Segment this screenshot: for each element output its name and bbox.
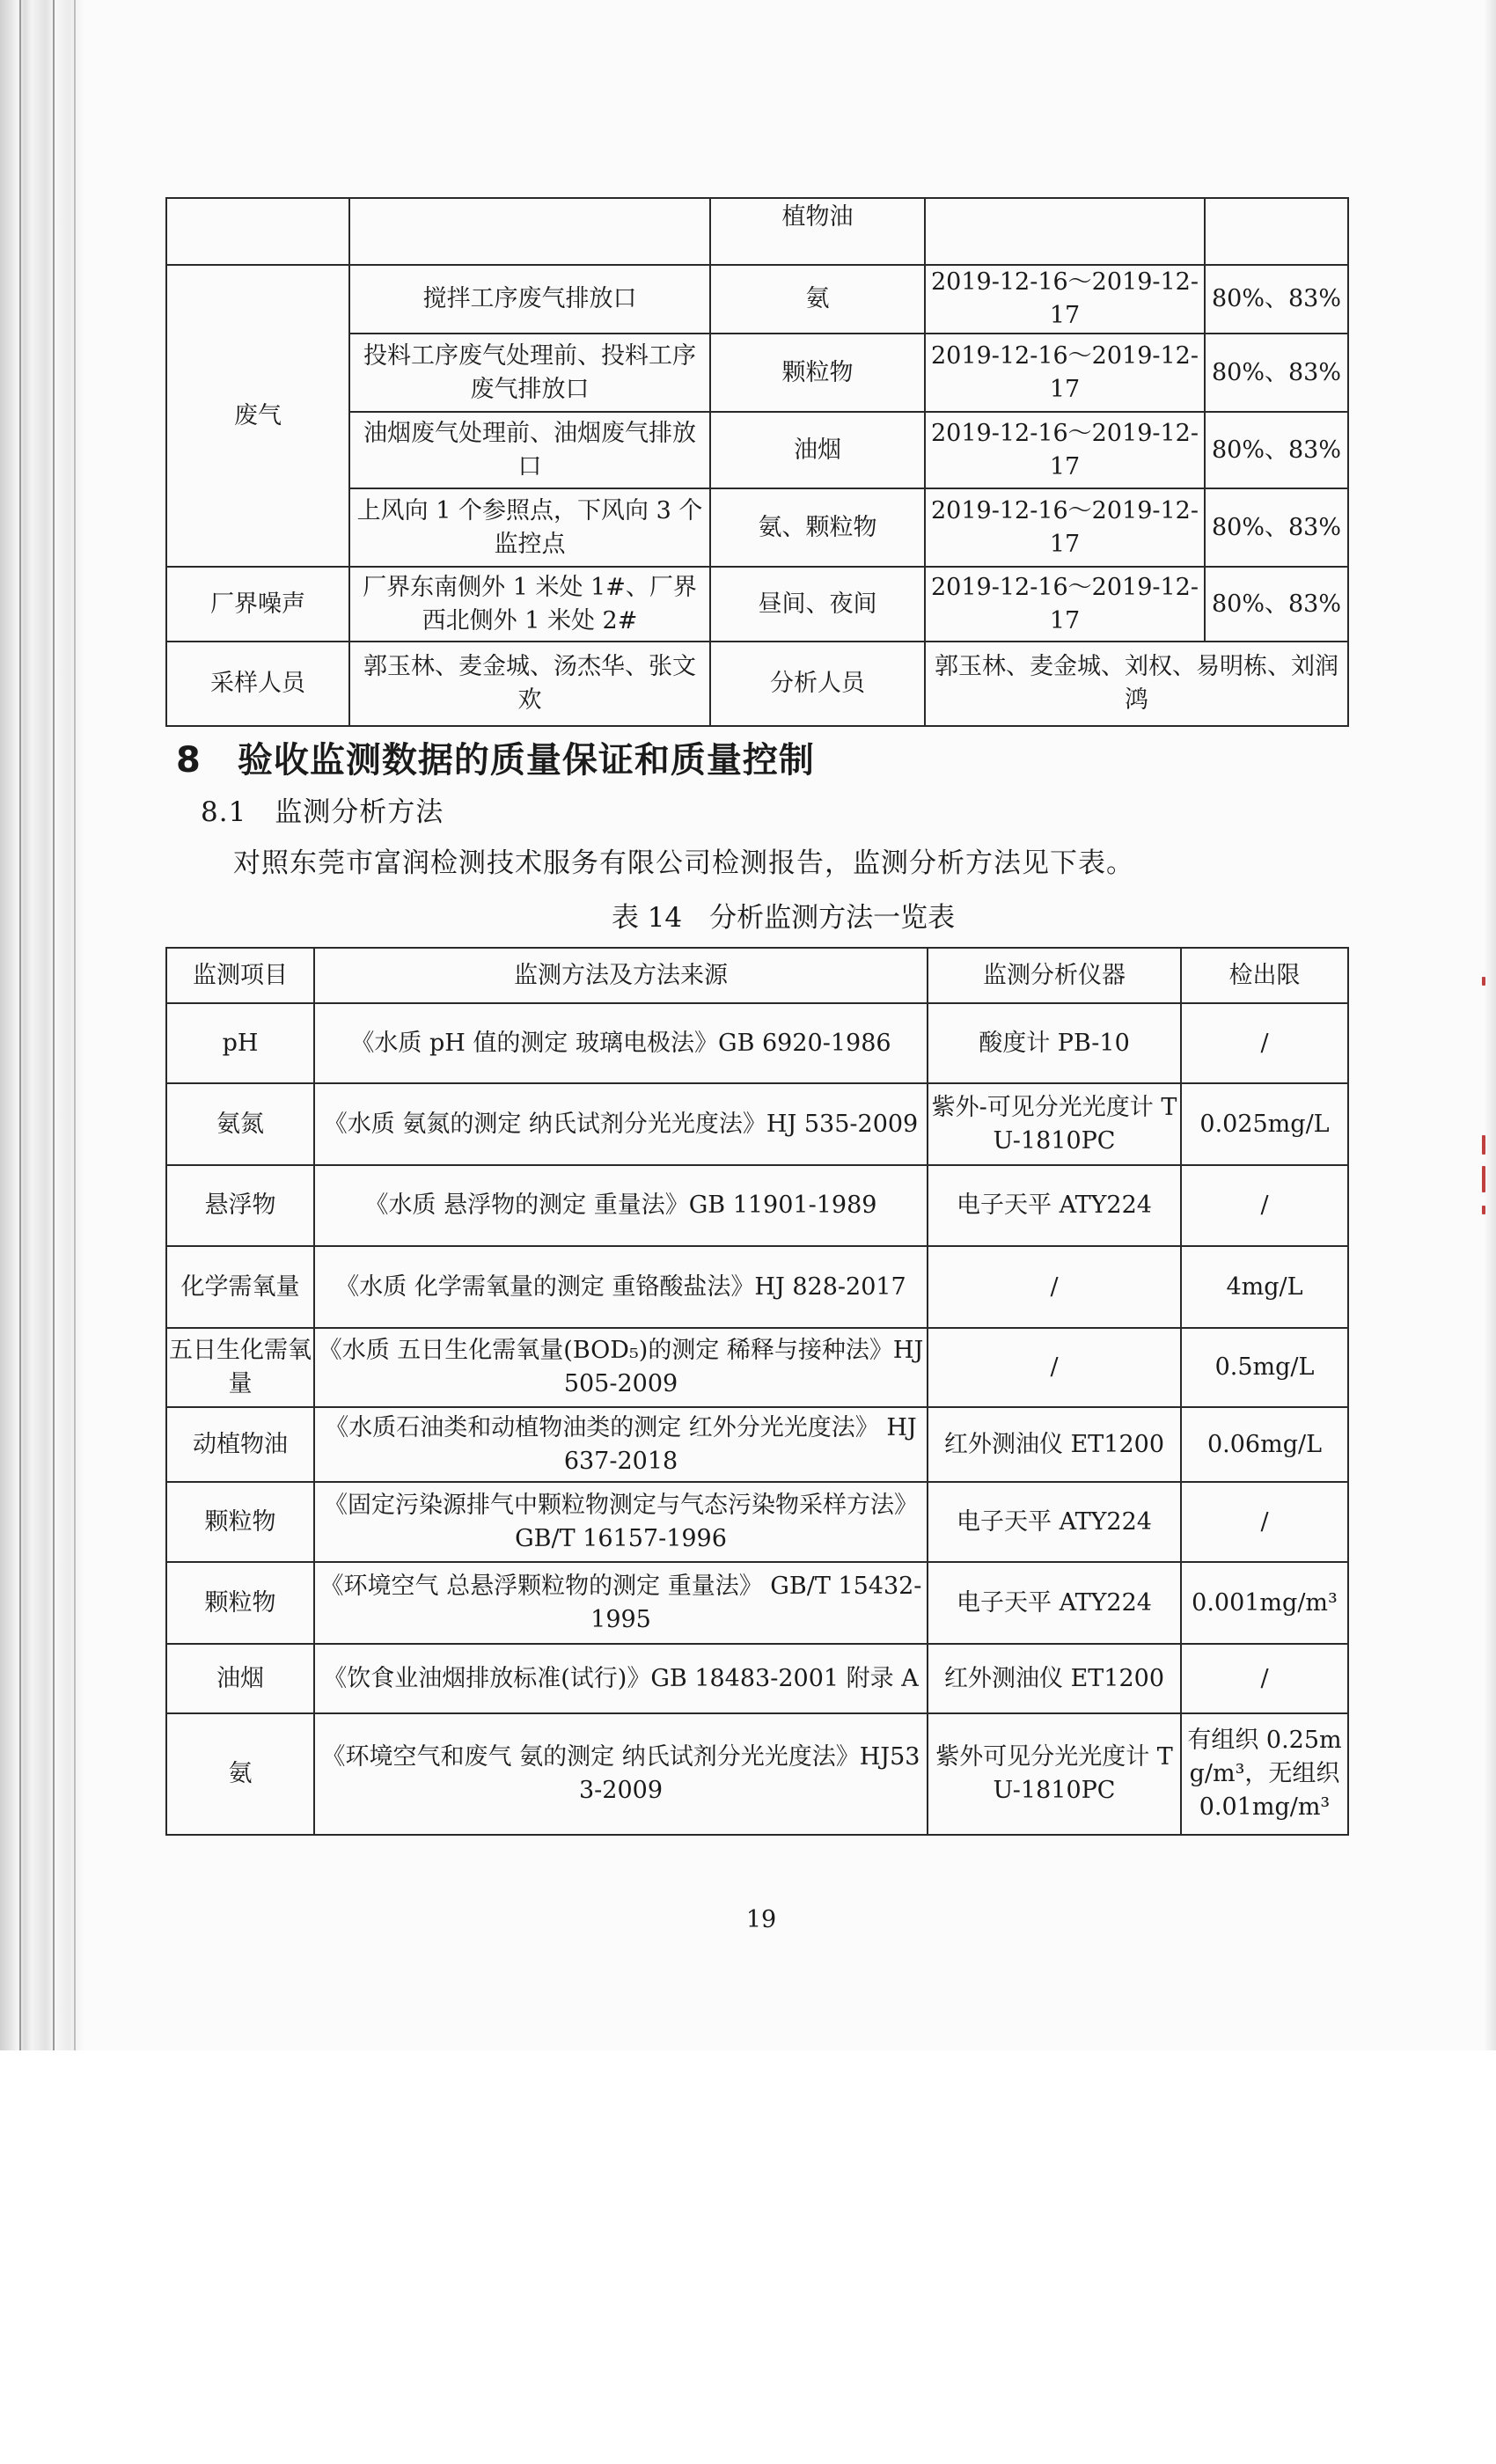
table-cell [166, 198, 349, 265]
analysts-cell: 郭玉林、麦金城、刘权、易明栋、刘润鸿 [925, 642, 1348, 726]
column-header: 监测项目 [166, 948, 314, 1003]
red-mark [1482, 1206, 1485, 1214]
limit-cell: / [1181, 1165, 1348, 1246]
instrument-cell: 电子天平 ATY224 [928, 1165, 1181, 1246]
factor-cell: 油烟 [710, 412, 925, 488]
analyst-label-cell: 分析人员 [710, 642, 925, 726]
method-cell: 《固定污染源排气中颗粒物测定与气态污染物采样方法》GB/T 16157-1996 [314, 1482, 928, 1562]
table-row [166, 1562, 1348, 1644]
limit-cell: 0.06mg/L [1181, 1407, 1348, 1482]
date-cell: 2019-12-16～2019-12-17 [925, 334, 1205, 412]
item-cell: 化学需氧量 [166, 1246, 314, 1328]
limit-cell: / [1181, 1482, 1348, 1562]
load-cell: 80%、83% [1205, 265, 1348, 334]
category-cell: 厂界噪声 [166, 567, 349, 642]
table-row [166, 1083, 1348, 1165]
table-row [166, 1246, 1348, 1328]
method-cell: 《水质石油类和动植物油类的测定 红外分光光度法》 HJ 637-2018 [314, 1407, 928, 1482]
table-row [166, 1003, 1348, 1083]
table-row [166, 1328, 1348, 1407]
table-row [166, 198, 1348, 265]
method-cell: 《水质 化学需氧量的测定 重铬酸盐法》HJ 828-2017 [314, 1246, 928, 1328]
load-cell: 80%、83% [1205, 488, 1348, 567]
item-cell: 氨 [166, 1713, 314, 1835]
analysis-methods-table [165, 947, 1349, 1836]
location-cell: 投料工序废气处理前、投料工序废气排放口 [349, 334, 710, 412]
binding-line [19, 0, 21, 2050]
method-cell: 《环境空气和废气 氨的测定 纳氏试剂分光光度法》HJ533-2009 [314, 1713, 928, 1835]
column-header: 监测分析仪器 [928, 948, 1181, 1003]
table-cell [349, 198, 710, 265]
method-cell: 《环境空气 总悬浮颗粒物的测定 重量法》 GB/T 15432-1995 [314, 1562, 928, 1644]
monitoring-conditions-table [165, 197, 1349, 727]
method-cell: 《水质 氨氮的测定 纳氏试剂分光光度法》HJ 535-2009 [314, 1083, 928, 1165]
instrument-cell: 紫外-可见分光光度计 TU-1810PC [928, 1083, 1181, 1165]
table-cell: 植物油 [710, 198, 925, 265]
instrument-cell: 紫外可见分光光度计 TU-1810PC [928, 1713, 1181, 1835]
item-cell: pH [166, 1003, 314, 1083]
item-cell: 悬浮物 [166, 1165, 314, 1246]
date-cell: 2019-12-16～2019-12-17 [925, 265, 1205, 334]
item-cell: 氨氮 [166, 1083, 314, 1165]
samplers-cell: 郭玉林、麦金城、汤杰华、张文欢 [349, 642, 710, 726]
instrument-cell: 红外测油仪 ET1200 [928, 1644, 1181, 1713]
load-cell: 80%、83% [1205, 334, 1348, 412]
table-row [166, 1644, 1348, 1713]
limit-cell: 0.025mg/L [1181, 1083, 1348, 1165]
instrument-cell: 电子天平 ATY224 [928, 1562, 1181, 1644]
column-header: 监测方法及方法来源 [314, 948, 928, 1003]
binding-shadow [0, 0, 84, 2050]
table-row [166, 1713, 1348, 1835]
table-row [166, 1482, 1348, 1562]
limit-cell: / [1181, 1003, 1348, 1083]
location-cell: 上风向 1 个参照点，下风向 3 个监控点 [349, 488, 710, 567]
instrument-cell: / [928, 1246, 1181, 1328]
category-cell: 废气 [166, 265, 349, 567]
limit-cell: 0.001mg/m³ [1181, 1562, 1348, 1644]
date-cell: 2019-12-16～2019-12-17 [925, 488, 1205, 567]
item-cell: 五日生化需氧量 [166, 1328, 314, 1407]
page-edge [1484, 0, 1496, 2050]
method-cell: 《水质 悬浮物的测定 重量法》GB 11901-1989 [314, 1165, 928, 1246]
location-cell: 搅拌工序废气排放口 [349, 265, 710, 334]
table-cell [925, 198, 1205, 265]
item-cell: 动植物油 [166, 1407, 314, 1482]
limit-cell: 有组织 0.25mg/m³，无组织 0.01mg/m³ [1181, 1713, 1348, 1835]
item-cell: 油烟 [166, 1644, 314, 1713]
red-mark [1482, 977, 1485, 986]
factor-cell: 颗粒物 [710, 334, 925, 412]
table-header-row [166, 948, 1348, 1003]
table-cell [1205, 198, 1348, 265]
sampler-label-cell: 采样人员 [166, 642, 349, 726]
load-cell: 80%、83% [1205, 412, 1348, 488]
instrument-cell: 电子天平 ATY224 [928, 1482, 1181, 1562]
factor-cell: 昼间、夜间 [710, 567, 925, 642]
table-row [166, 1165, 1348, 1246]
red-mark [1482, 1166, 1485, 1192]
limit-cell: 4mg/L [1181, 1246, 1348, 1328]
red-mark [1482, 1135, 1485, 1155]
section-heading: 8 验收监测数据的质量保证和质量控制 [176, 740, 815, 781]
date-cell: 2019-12-16～2019-12-17 [925, 567, 1205, 642]
table-row [166, 1407, 1348, 1482]
body-paragraph: 对照东莞市富润检测技术服务有限公司检测报告，监测分析方法见下表。 [233, 847, 1134, 879]
location-cell: 油烟废气处理前、油烟废气排放口 [349, 412, 710, 488]
limit-cell: / [1181, 1644, 1348, 1713]
table-row [166, 567, 1348, 642]
table-row [166, 265, 1348, 334]
table-row [166, 642, 1348, 726]
instrument-cell: / [928, 1328, 1181, 1407]
item-cell: 颗粒物 [166, 1562, 314, 1644]
factor-cell: 氨 [710, 265, 925, 334]
method-cell: 《水质 pH 值的测定 玻璃电极法》GB 6920-1986 [314, 1003, 928, 1083]
table-caption: 表 14 分析监测方法一览表 [611, 902, 956, 934]
binding-line [74, 0, 76, 2050]
method-cell: 《饮食业油烟排放标准(试行)》GB 18483-2001 附录 A [314, 1644, 928, 1713]
instrument-cell: 红外测油仪 ET1200 [928, 1407, 1181, 1482]
subsection-heading: 8.1 监测分析方法 [201, 796, 444, 828]
date-cell: 2019-12-16～2019-12-17 [925, 412, 1205, 488]
limit-cell: 0.5mg/L [1181, 1328, 1348, 1407]
method-cell: 《水质 五日生化需氧量(BOD₅)的测定 稀释与接种法》HJ 505-2009 [314, 1328, 928, 1407]
instrument-cell: 酸度计 PB-10 [928, 1003, 1181, 1083]
item-cell: 颗粒物 [166, 1482, 314, 1562]
column-header: 检出限 [1181, 948, 1348, 1003]
load-cell: 80%、83% [1205, 567, 1348, 642]
page-number: 19 [745, 1906, 777, 1933]
location-cell: 厂界东南侧外 1 米处 1#、厂界西北侧外 1 米处 2# [349, 567, 710, 642]
binding-line [53, 0, 55, 2050]
factor-cell: 氨、颗粒物 [710, 488, 925, 567]
